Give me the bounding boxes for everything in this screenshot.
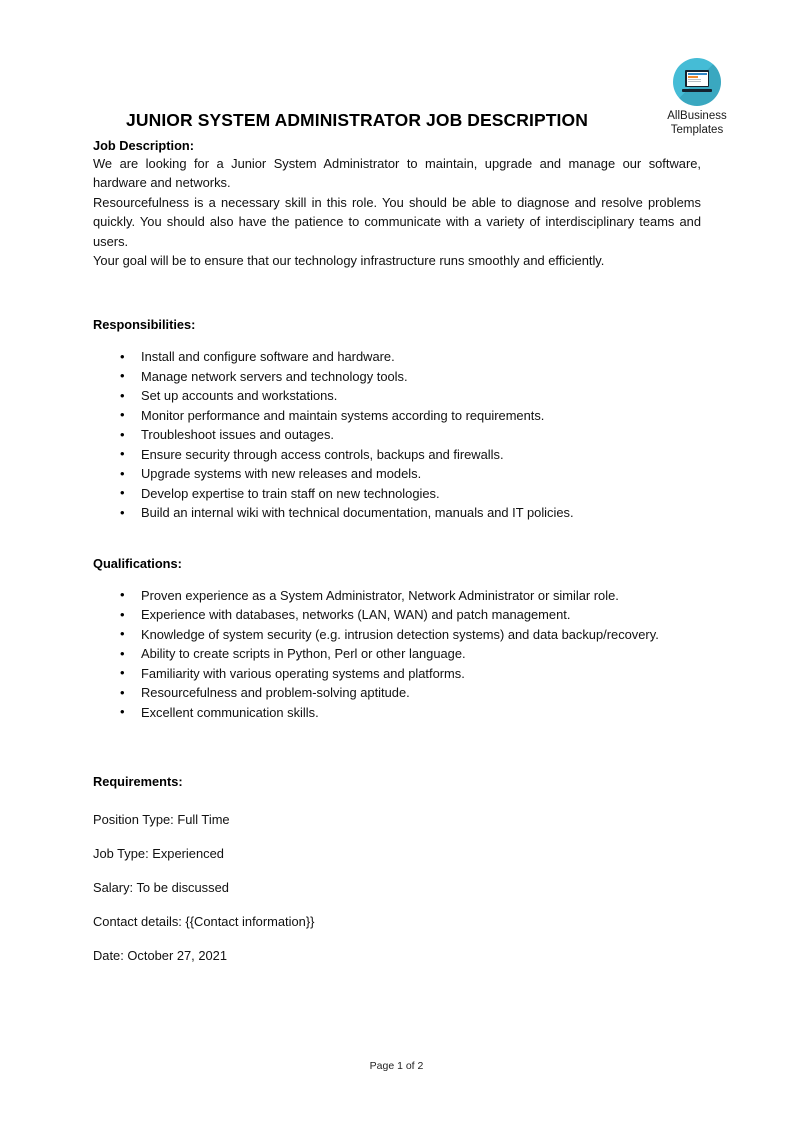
page-title: JUNIOR SYSTEM ADMINISTRATOR JOB DESCRIPTION xyxy=(126,110,588,130)
screen-accent-line xyxy=(688,76,698,78)
laptop-glyph xyxy=(682,70,712,94)
intro-paragraph-2: Resourcefulness is a necessary skill in this role. You should be able to diagnose and resolve problems quickly. You should also have the patience to communicate with a variety of interdisciplinary teams and users. xyxy=(93,194,701,249)
list-item: • Upgrade systems with new releases and models. xyxy=(93,464,701,484)
laptop-screen xyxy=(685,70,709,87)
list-item: • Develop expertise to train staff on new technologies. xyxy=(93,484,701,504)
screen-text-line xyxy=(688,81,701,82)
screen-text-line xyxy=(688,79,701,80)
brand-name-line-1: AllBusiness xyxy=(667,110,727,122)
requirement-date: Date: October 27, 2021 xyxy=(93,948,228,964)
list-item: • Excellent communication skills. xyxy=(93,703,701,723)
section-heading-requirements: Requirements: xyxy=(93,774,183,790)
requirement-position-type: Position Type: Full Time xyxy=(93,812,230,828)
brand-logo xyxy=(655,58,739,137)
section-heading-responsibilities: Responsibilities: xyxy=(93,317,196,333)
list-item: • Resourcefulness and problem-solving aptitude. xyxy=(93,683,701,703)
page-footer: Page 1 of 2 xyxy=(369,1060,424,1072)
qualifications-list xyxy=(93,586,701,723)
list-item: • Build an internal wiki with technical documentation, manuals and IT policies. xyxy=(93,503,701,523)
responsibilities-list xyxy=(93,347,701,523)
list-item: • Set up accounts and workstations. xyxy=(93,386,701,406)
list-item: • Experience with databases, networks (LAN, WAN) and patch management. xyxy=(93,605,701,625)
laptop-screen-content xyxy=(687,72,708,86)
requirement-salary: Salary: To be discussed xyxy=(93,880,229,896)
document-body xyxy=(93,138,701,965)
list-item: • Proven experience as a System Administrator, Network Administrator or similar role. xyxy=(93,586,701,606)
requirement-contact-details: Contact details: {{Contact information}} xyxy=(93,914,315,930)
list-item: • Ensure security through access controls, backups and firewalls. xyxy=(93,445,701,465)
list-item: • Ability to create scripts in Python, Perl or other language. xyxy=(93,644,701,664)
list-item: • Install and configure software and hardware. xyxy=(93,347,701,367)
brand-name xyxy=(655,110,739,137)
list-item: • Troubleshoot issues and outages. xyxy=(93,425,701,445)
list-item: • Familiarity with various operating systems and platforms. xyxy=(93,664,701,684)
section-heading-job-description: Job Description: xyxy=(93,138,194,153)
brand-name-line-2: Templates xyxy=(670,123,724,136)
laptop-icon xyxy=(673,58,721,106)
laptop-base xyxy=(682,89,712,92)
list-item: • Manage network servers and technology tools. xyxy=(93,367,701,387)
section-heading-qualifications: Qualifications: xyxy=(93,555,182,571)
intro-paragraph-1: We are looking for a Junior System Administrator to maintain, upgrade and manage our software, hardware and networks. xyxy=(93,156,701,191)
requirement-job-type: Job Type: Experienced xyxy=(93,846,224,862)
list-item: • Knowledge of system security (e.g. intrusion detection systems) and data backup/recovery. xyxy=(93,625,701,645)
list-item: • Monitor performance and maintain systems according to requirements. xyxy=(93,406,701,426)
screen-titlebar xyxy=(688,73,707,75)
intro-paragraph-3: Your goal will be to ensure that our technology infrastructure runs smoothly and efficiently. xyxy=(93,253,605,269)
